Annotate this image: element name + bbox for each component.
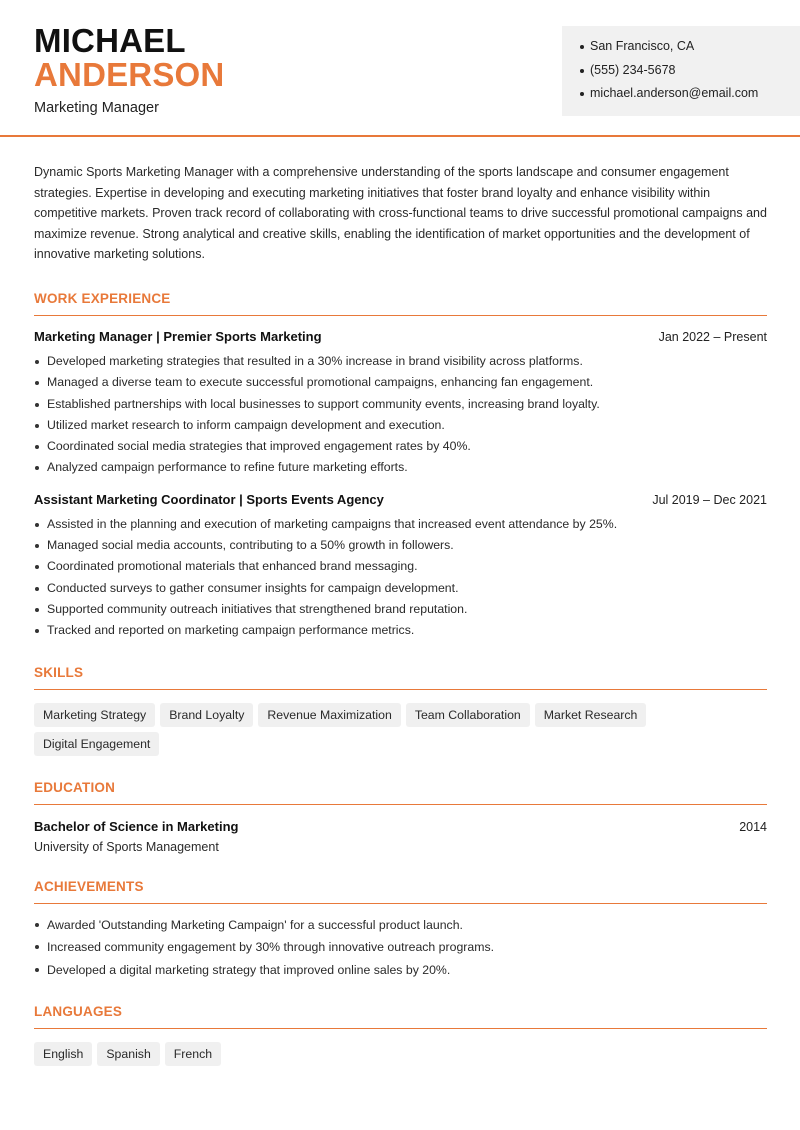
work-experience-section	[34, 291, 767, 642]
job-entry	[34, 329, 767, 479]
education-section	[34, 780, 767, 854]
skill-tag: Brand Loyalty	[160, 703, 253, 727]
section-title-skills: SKILLS	[34, 665, 767, 690]
section-title-work: WORK EXPERIENCE	[34, 291, 767, 316]
job-bullet: Developed marketing strategies that resulted in a 30% increase in brand visibility across platforms.	[34, 351, 767, 372]
skill-tag: Team Collaboration	[406, 703, 530, 727]
contact-email: michael.anderson@email.com	[582, 82, 800, 106]
education-degree: Bachelor of Science in Marketing	[34, 818, 239, 834]
education-year: 2014	[739, 819, 767, 834]
job-bullet: Utilized market research to inform campaign development and execution.	[34, 415, 767, 436]
skill-tag: Marketing Strategy	[34, 703, 155, 727]
achievement-bullet: Increased community engagement by 30% through innovative outreach programs.	[34, 936, 767, 959]
language-tags	[34, 1042, 767, 1066]
achievement-bullet: Awarded 'Outstanding Marketing Campaign' for a successful product launch.	[34, 914, 767, 937]
summary: Dynamic Sports Marketing Manager with a comprehensive understanding of the sports landscape and consumer engagement strategies. Expertise in developing and executing marketing initiatives that foster brand loyalty and enhance visibility within competitive markets. Proven track record of collaborating with cross-functional teams to drive successful promotional campaigns and maximize revenue. Strong analytical and creative skills, enabling the identification of market opportunities and the development of innovative marketing solutions.	[34, 165, 767, 262]
job-bullet: Analyzed campaign performance to refine future marketing efforts.	[34, 457, 767, 478]
job-bullet: Managed a diverse team to execute successful promotional campaigns, enhancing fan engagement.	[34, 372, 767, 393]
job-bullet: Coordinated social media strategies that improved engagement rates by 40%.	[34, 436, 767, 457]
resume-header	[0, 0, 800, 137]
language-tag: French	[165, 1042, 221, 1066]
skill-tag: Market Research	[535, 703, 647, 727]
job-dates: Jul 2019 – Dec 2021	[652, 492, 767, 507]
skill-tags	[34, 703, 767, 756]
job-dates: Jan 2022 – Present	[658, 329, 767, 344]
contact-box	[562, 26, 800, 116]
skill-tag: Revenue Maximization	[258, 703, 400, 727]
job-bullet: Established partnerships with local businesses to support community events, increasing brand loyalty.	[34, 394, 767, 415]
last-name: ANDERSON	[34, 56, 225, 93]
resume-body	[34, 137, 767, 1066]
job-role: Marketing Manager | Premier Sports Marketing	[34, 328, 322, 344]
job-bullet: Assisted in the planning and execution of marketing campaigns that increased event attendance by 25%.	[34, 514, 767, 535]
job-bullet: Coordinated promotional materials that enhanced brand messaging.	[34, 556, 767, 577]
achievement-bullets	[34, 914, 767, 982]
section-title-achievements: ACHIEVEMENTS	[34, 879, 767, 904]
section-title-education: EDUCATION	[34, 780, 767, 805]
job-entry	[34, 492, 767, 642]
skill-tag: Digital Engagement	[34, 732, 159, 756]
job-bullet: Managed social media accounts, contributing to a 50% growth in followers.	[34, 535, 767, 556]
language-tag: Spanish	[97, 1042, 159, 1066]
skills-section	[34, 665, 767, 756]
job-bullets	[34, 514, 767, 642]
job-title: Marketing Manager	[34, 100, 159, 116]
achievement-bullet: Developed a digital marketing strategy that improved online sales by 20%.	[34, 959, 767, 982]
job-bullet: Supported community outreach initiatives that strengthened brand reputation.	[34, 599, 767, 620]
languages-section	[34, 1004, 767, 1066]
section-title-languages: LANGUAGES	[34, 1004, 767, 1029]
language-tag: English	[34, 1042, 92, 1066]
job-bullet: Tracked and reported on marketing campaign performance metrics.	[34, 620, 767, 641]
job-role: Assistant Marketing Coordinator | Sports Events Agency	[34, 491, 384, 507]
achievements-section	[34, 879, 767, 982]
education-school: University of Sports Management	[34, 839, 219, 854]
contact-location: San Francisco, CA	[582, 35, 800, 59]
job-bullet: Conducted surveys to gather consumer insights for campaign development.	[34, 578, 767, 599]
job-bullets	[34, 351, 767, 479]
first-name: MICHAEL	[34, 22, 186, 59]
contact-phone: (555) 234-5678	[582, 59, 800, 83]
full-name	[34, 24, 224, 91]
